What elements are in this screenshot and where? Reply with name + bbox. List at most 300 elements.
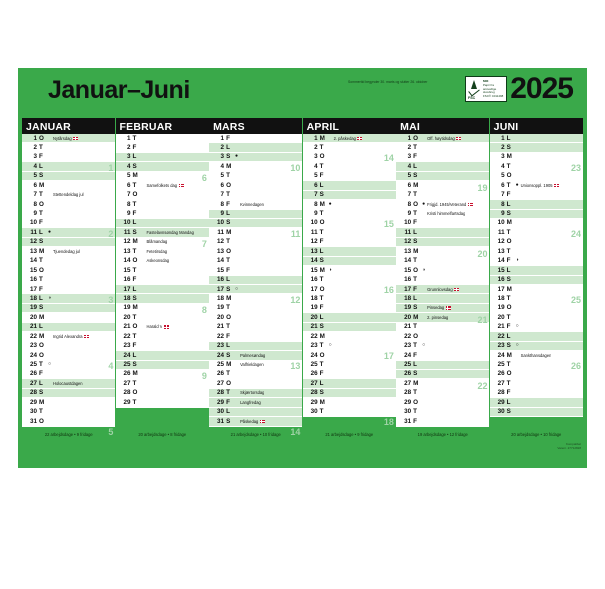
weekday-letter: L <box>506 200 511 208</box>
day-row[interactable] <box>303 389 396 398</box>
day-row[interactable] <box>490 332 583 341</box>
day-row[interactable] <box>22 143 115 152</box>
day-number: 5 <box>407 172 412 180</box>
day-row[interactable] <box>209 389 302 398</box>
day-row[interactable] <box>303 351 396 360</box>
day-row[interactable] <box>396 389 489 398</box>
day-row[interactable] <box>22 417 115 426</box>
day-row[interactable] <box>116 191 209 200</box>
day-row[interactable] <box>22 389 115 398</box>
day-number: 2 <box>407 143 412 151</box>
day-row[interactable] <box>396 313 489 322</box>
weekday-letter: T <box>319 408 324 416</box>
daylight-saving-note: Sommertid begynder 30. marts og slutter 26. oktober <box>348 80 428 84</box>
day-row[interactable] <box>209 134 302 143</box>
day-row[interactable] <box>209 266 302 275</box>
day-row[interactable] <box>490 162 583 171</box>
day-row[interactable] <box>490 361 583 370</box>
day-row[interactable] <box>209 153 302 162</box>
day-row[interactable] <box>490 398 583 407</box>
week-number: 4 <box>108 361 114 371</box>
day-row[interactable] <box>209 210 302 219</box>
day-row[interactable] <box>490 181 583 190</box>
weekday-letter: T <box>506 162 511 170</box>
day-number: 6 <box>220 181 225 189</box>
weekday-letter: F <box>319 304 324 312</box>
day-row[interactable] <box>22 219 115 228</box>
day-list <box>116 134 209 408</box>
day-number: 7 <box>33 191 37 199</box>
day-row[interactable] <box>396 323 489 332</box>
day-row[interactable] <box>209 294 302 303</box>
day-row[interactable] <box>303 210 396 219</box>
day-row[interactable] <box>209 143 302 152</box>
day-row[interactable] <box>303 323 396 332</box>
day-row[interactable] <box>490 370 583 379</box>
day-row[interactable] <box>209 257 302 266</box>
day-row[interactable] <box>396 247 489 256</box>
norwegian-flag-icon <box>84 335 89 338</box>
day-number: 21 <box>310 323 318 331</box>
weekday-letter: L <box>226 276 230 284</box>
day-number: 28 <box>217 389 225 397</box>
day-row[interactable] <box>303 361 396 370</box>
day-row[interactable] <box>490 285 583 294</box>
weekday-letter: S <box>132 361 137 368</box>
day-row[interactable] <box>303 332 396 341</box>
day-row[interactable] <box>209 228 302 237</box>
day-row[interactable] <box>490 172 583 181</box>
day-row[interactable] <box>116 398 209 407</box>
weekday-letter: O <box>132 191 138 199</box>
week-number: 14 <box>383 153 394 163</box>
day-row[interactable] <box>303 304 396 313</box>
day-row[interactable] <box>22 228 115 237</box>
month-workday-summary: 21 arbejdsdage • 9 fridage <box>325 432 374 438</box>
day-row[interactable] <box>22 370 115 379</box>
weekday-letter: L <box>132 351 137 359</box>
day-row[interactable] <box>303 398 396 407</box>
weekday-letter: O <box>39 417 44 425</box>
weekday-letter: F <box>506 389 511 397</box>
weekday-letter: S <box>506 276 511 284</box>
weekday-letter: S <box>39 172 44 180</box>
weekday-letter: S <box>226 153 231 161</box>
day-row[interactable] <box>209 238 302 247</box>
day-row[interactable] <box>303 172 396 181</box>
weekday-letter: M <box>39 181 45 189</box>
weekday-letter: O <box>506 304 512 312</box>
day-row[interactable] <box>396 304 489 313</box>
day-row[interactable] <box>22 134 115 143</box>
day-row[interactable] <box>22 398 115 407</box>
fsc-text <box>483 79 503 100</box>
day-row[interactable] <box>303 143 396 152</box>
week-number: 11 <box>290 229 301 239</box>
day-row[interactable] <box>116 276 209 285</box>
weekday-letter: M <box>132 172 138 180</box>
weekday-letter: T <box>132 247 137 255</box>
weekday-letter: F <box>39 285 43 293</box>
day-row[interactable] <box>303 257 396 266</box>
day-row[interactable] <box>116 342 209 351</box>
day-row[interactable] <box>209 219 302 228</box>
day-number: 20 <box>123 313 131 321</box>
day-row[interactable] <box>490 153 583 162</box>
weekday-letter: M <box>39 313 45 321</box>
day-row[interactable] <box>209 332 302 341</box>
day-row[interactable] <box>490 210 583 219</box>
day-row[interactable] <box>396 210 489 219</box>
day-row[interactable] <box>22 210 115 219</box>
day-number: 2 <box>33 143 37 151</box>
week-number: 20 <box>477 249 488 259</box>
day-row[interactable] <box>303 247 396 256</box>
day-row[interactable] <box>490 266 583 275</box>
day-row[interactable] <box>22 285 115 294</box>
day-row[interactable] <box>396 228 489 237</box>
day-row[interactable] <box>303 238 396 247</box>
day-number: 5 <box>314 172 318 180</box>
weekday-letter: O <box>413 266 419 274</box>
day-row[interactable] <box>490 257 583 266</box>
day-row[interactable] <box>490 313 583 322</box>
day-row[interactable] <box>396 219 489 228</box>
day-row[interactable] <box>490 200 583 209</box>
day-number: 9 <box>33 210 37 217</box>
day-row[interactable] <box>303 219 396 228</box>
day-row[interactable] <box>209 162 302 171</box>
day-row[interactable] <box>116 370 209 379</box>
day-row[interactable] <box>209 181 302 190</box>
weekday-letter: T <box>226 257 230 265</box>
day-row[interactable] <box>22 153 115 162</box>
day-number: 19 <box>217 304 225 312</box>
day-row[interactable] <box>22 266 115 275</box>
day-row[interactable] <box>396 351 489 360</box>
day-number: 22 <box>217 332 225 340</box>
day-row[interactable] <box>116 238 209 247</box>
day-row[interactable] <box>396 238 489 247</box>
day-row[interactable] <box>22 276 115 285</box>
day-row[interactable] <box>396 143 489 152</box>
weekday-letter: L <box>506 266 511 274</box>
norwegian-flag-icon <box>468 203 473 206</box>
day-row[interactable] <box>116 361 209 370</box>
weekday-letter: S <box>506 143 511 151</box>
day-row[interactable] <box>490 379 583 388</box>
weekday-letter: F <box>226 332 230 340</box>
day-row[interactable] <box>490 143 583 152</box>
day-note: Palmesøndag <box>240 352 266 358</box>
weekday-letter: O <box>506 238 512 246</box>
week-number: 19 <box>477 183 488 193</box>
day-row[interactable] <box>22 162 115 171</box>
day-row[interactable] <box>490 304 583 313</box>
day-row[interactable] <box>209 379 302 388</box>
weekday-letter: O <box>226 379 231 387</box>
weekday-letter: O <box>39 342 44 350</box>
day-number: 1 <box>33 134 37 142</box>
day-row[interactable] <box>116 153 209 162</box>
weekday-letter: M <box>226 228 232 236</box>
day-row[interactable] <box>303 266 396 275</box>
day-number: 2 <box>314 143 318 151</box>
weekday-letter: O <box>506 172 512 180</box>
weekday-letter: S <box>226 351 231 359</box>
day-row[interactable] <box>209 351 302 360</box>
moon-phase-icon: ◑ <box>47 294 52 301</box>
weekday-letter: L <box>39 379 43 387</box>
day-number: 12 <box>497 238 505 246</box>
day-row[interactable] <box>396 276 489 285</box>
day-number: 22 <box>310 332 318 340</box>
day-row[interactable] <box>303 181 396 190</box>
day-row[interactable] <box>490 351 583 360</box>
day-row[interactable] <box>22 238 115 247</box>
norwegian-flag-icon <box>446 306 451 309</box>
day-row[interactable] <box>22 257 115 266</box>
day-row[interactable] <box>22 172 115 181</box>
day-row[interactable] <box>22 361 115 370</box>
day-row[interactable] <box>303 191 396 200</box>
day-row[interactable] <box>396 285 489 294</box>
weekday-letter: M <box>226 162 232 170</box>
day-row[interactable] <box>22 379 115 388</box>
day-row[interactable] <box>396 172 489 181</box>
day-number: 1 <box>501 134 505 142</box>
day-row[interactable] <box>303 276 396 285</box>
day-row[interactable] <box>116 257 209 266</box>
day-row[interactable] <box>22 181 115 190</box>
day-number: 23 <box>217 342 225 350</box>
day-number: 19 <box>29 304 37 312</box>
day-row[interactable] <box>209 172 302 181</box>
day-row[interactable] <box>209 200 302 209</box>
day-row[interactable] <box>22 323 115 332</box>
day-row[interactable] <box>396 200 489 209</box>
day-row[interactable] <box>396 266 489 275</box>
day-row[interactable] <box>22 304 115 313</box>
day-row[interactable] <box>396 153 489 162</box>
day-row[interactable] <box>22 342 115 351</box>
day-row[interactable] <box>490 408 583 417</box>
day-row[interactable] <box>22 191 115 200</box>
day-row[interactable] <box>396 332 489 341</box>
day-number: 24 <box>497 351 505 359</box>
day-row[interactable] <box>303 379 396 388</box>
day-row[interactable] <box>116 143 209 152</box>
weekday-letter: F <box>132 143 137 151</box>
day-row[interactable] <box>116 200 209 209</box>
weekday-letter: S <box>132 294 137 302</box>
weekday-letter: F <box>413 153 417 161</box>
day-row[interactable] <box>490 238 583 247</box>
day-row[interactable] <box>303 313 396 322</box>
day-number: 29 <box>404 398 412 406</box>
day-row[interactable] <box>22 351 115 360</box>
day-row[interactable] <box>116 379 209 388</box>
day-number: 29 <box>123 398 131 406</box>
day-row[interactable] <box>490 342 583 351</box>
day-row[interactable] <box>303 408 396 417</box>
weekday-letter: S <box>413 370 418 378</box>
day-list <box>209 134 302 427</box>
day-row[interactable] <box>209 313 302 322</box>
day-row[interactable] <box>303 162 396 171</box>
day-number: 26 <box>123 370 131 378</box>
day-row[interactable] <box>209 276 302 285</box>
day-number: 10 <box>404 219 412 227</box>
day-row[interactable] <box>396 398 489 407</box>
day-row[interactable] <box>303 294 396 303</box>
day-note: Askeonsdag <box>146 258 170 264</box>
weekday-letter: S <box>319 389 324 397</box>
norwegian-flag-icon <box>179 184 184 187</box>
day-row[interactable] <box>303 370 396 379</box>
day-row[interactable] <box>22 408 115 417</box>
day-row[interactable] <box>116 172 209 181</box>
norwegian-flag-icon <box>456 137 461 140</box>
day-number: 3 <box>407 153 412 161</box>
day-row[interactable] <box>396 191 489 200</box>
day-row[interactable] <box>22 332 115 341</box>
day-row[interactable] <box>116 228 209 237</box>
colophon-line1: Kompatibel <box>565 441 581 446</box>
day-row[interactable] <box>209 408 302 417</box>
day-row[interactable] <box>116 219 209 228</box>
day-row[interactable] <box>396 408 489 417</box>
day-row[interactable] <box>22 294 115 303</box>
day-row[interactable] <box>490 276 583 285</box>
weekday-letter: T <box>413 408 417 416</box>
day-row[interactable] <box>396 294 489 303</box>
weekday-letter: S <box>319 323 324 331</box>
day-row[interactable] <box>116 247 209 256</box>
day-row[interactable] <box>209 398 302 407</box>
day-row[interactable] <box>116 332 209 341</box>
day-row[interactable] <box>490 191 583 200</box>
day-number: 30 <box>29 408 37 416</box>
day-row[interactable] <box>22 313 115 322</box>
day-row[interactable] <box>209 323 302 332</box>
day-row[interactable] <box>490 219 583 228</box>
day-number: 21 <box>29 323 37 331</box>
weekday-letter: O <box>226 181 231 189</box>
day-row[interactable] <box>303 134 396 143</box>
weekday-letter: O <box>413 200 419 208</box>
day-row[interactable] <box>209 417 302 426</box>
day-row[interactable] <box>116 313 209 322</box>
day-number: 23 <box>497 342 505 350</box>
day-row[interactable] <box>116 389 209 398</box>
weekday-letter: T <box>39 191 43 199</box>
weekday-letter: T <box>39 361 43 368</box>
day-row[interactable] <box>396 342 489 351</box>
day-row[interactable] <box>209 342 302 351</box>
day-row[interactable] <box>396 361 489 370</box>
day-number: 11 <box>310 228 318 236</box>
weekday-letter: F <box>319 370 324 378</box>
day-row[interactable] <box>116 162 209 171</box>
day-row[interactable] <box>116 210 209 219</box>
weekday-letter: T <box>506 379 511 387</box>
weekday-letter: O <box>319 219 325 227</box>
weekday-letter: M <box>226 294 232 302</box>
day-number: 18 <box>123 294 131 302</box>
day-row[interactable] <box>116 304 209 313</box>
day-row[interactable] <box>490 228 583 237</box>
weekday-letter: F <box>39 153 43 161</box>
day-row[interactable] <box>116 351 209 360</box>
day-row[interactable] <box>22 200 115 209</box>
day-note: Tjuendedag jul <box>53 248 80 254</box>
day-row[interactable] <box>116 323 209 332</box>
day-row[interactable] <box>209 247 302 256</box>
weekday-letter: L <box>226 342 230 350</box>
day-row[interactable] <box>396 181 489 190</box>
day-row[interactable] <box>209 304 302 313</box>
day-number: 17 <box>29 285 37 293</box>
moon-phase-icon: ● <box>47 228 52 235</box>
day-number: 13 <box>217 247 225 255</box>
norwegian-flag-icon <box>164 325 169 328</box>
day-row[interactable] <box>209 191 302 200</box>
day-row[interactable] <box>490 294 583 303</box>
day-row[interactable] <box>116 134 209 143</box>
day-number: 18 <box>217 294 225 302</box>
day-row[interactable] <box>116 294 209 303</box>
day-number: 12 <box>404 238 412 246</box>
day-row[interactable] <box>209 370 302 379</box>
day-row[interactable] <box>303 285 396 294</box>
day-row[interactable] <box>22 247 115 256</box>
day-row[interactable] <box>303 342 396 351</box>
weekday-letter: L <box>319 247 324 255</box>
day-row[interactable] <box>490 323 583 332</box>
day-row[interactable] <box>116 266 209 275</box>
weekday-letter: S <box>226 417 231 425</box>
weekday-letter: M <box>39 398 45 406</box>
day-row[interactable] <box>396 379 489 388</box>
day-number: 11 <box>217 228 225 236</box>
day-row[interactable] <box>209 361 302 370</box>
day-row[interactable] <box>209 285 302 294</box>
day-row[interactable] <box>396 162 489 171</box>
day-row[interactable] <box>490 247 583 256</box>
day-row[interactable] <box>303 200 396 209</box>
day-row[interactable] <box>396 257 489 266</box>
day-number: 11 <box>404 228 412 236</box>
weekday-letter: F <box>413 351 417 359</box>
weekday-letter: T <box>506 247 511 255</box>
day-row[interactable] <box>303 153 396 162</box>
day-number: 18 <box>404 294 412 302</box>
day-row[interactable] <box>490 389 583 398</box>
day-number: 10 <box>123 219 131 227</box>
day-row[interactable] <box>396 134 489 143</box>
day-number: 14 <box>29 257 37 265</box>
day-number: 6 <box>407 181 412 189</box>
day-row[interactable] <box>116 181 209 190</box>
day-number: 20 <box>497 313 505 321</box>
day-number: 21 <box>404 323 412 331</box>
day-row[interactable] <box>116 285 209 294</box>
day-row[interactable] <box>303 228 396 237</box>
day-row[interactable] <box>396 370 489 379</box>
day-row[interactable] <box>396 417 489 426</box>
day-row[interactable] <box>490 134 583 143</box>
